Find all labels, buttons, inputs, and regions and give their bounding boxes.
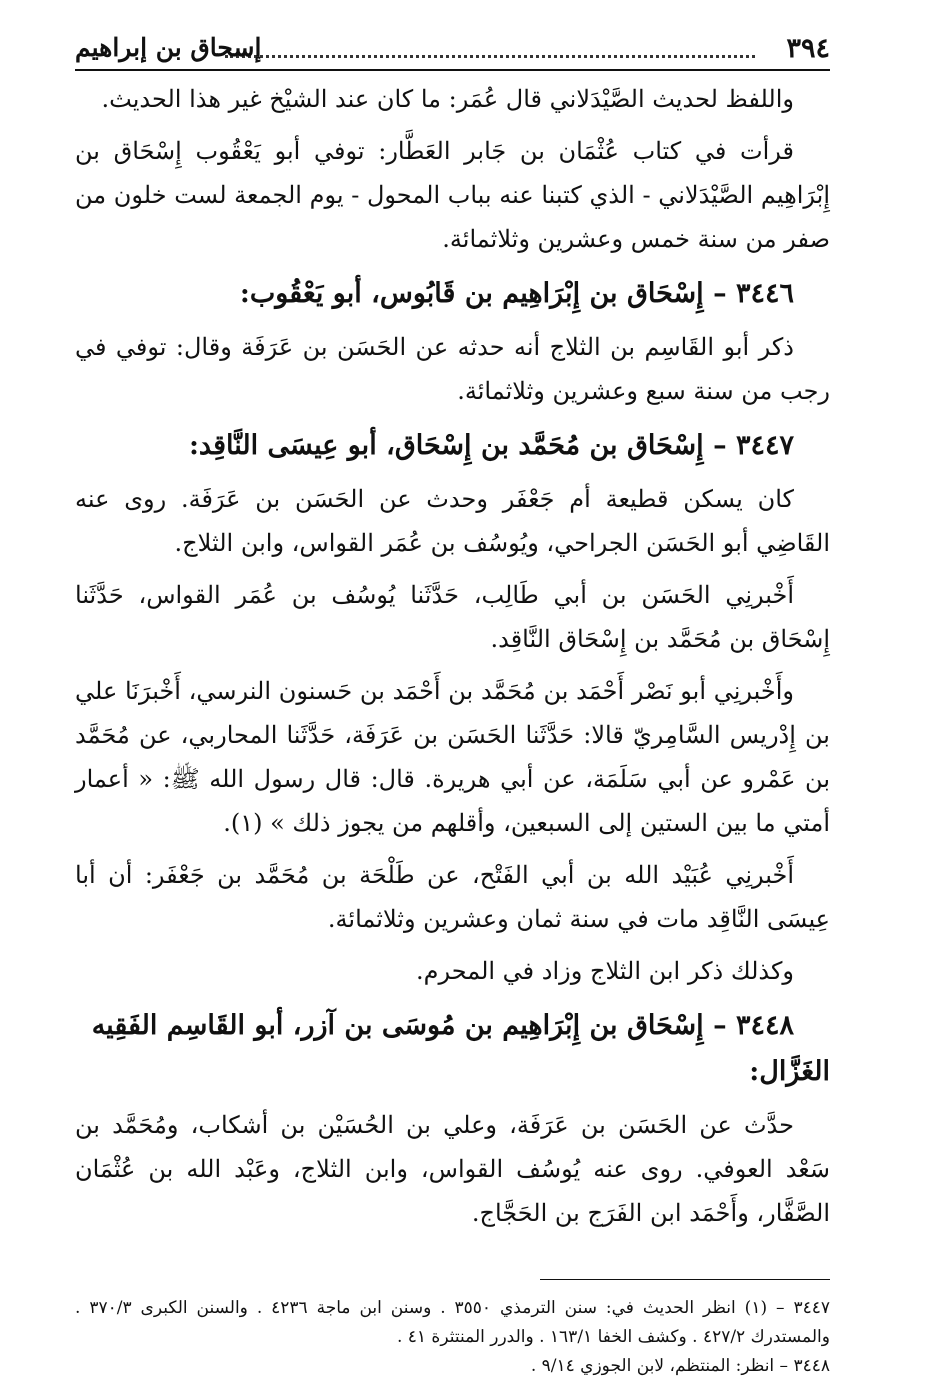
paragraph: وكذلك ذكر ابن الثلاج وزاد في المحرم. [415,957,794,985]
paragraph: أَخْبرنِي الحَسَن بن أبي طَالِب، حَدَّثَنا يُوسُف بن عُمَر القواس، حَدَّثَنا إِسْحَاق بن مُحَمَّد بن إِسْحَاق النَّاقِد. [75,581,830,653]
paragraph: ذكر أبو القَاسِم بن الثلاج أنه حدثه عن الحَسَن بن عَرَفَة وقال: توفي في رجب من سنة سبع وعشرين وثلاثمائة. [75,333,830,405]
running-title: إسحاق بن إبراهيم [75,33,262,62]
paragraph: حدَّث عن الحَسَن بن عَرَفَة، وعلي بن الحُسَيْن بن أشكاب، ومُحَمَّد بن سَعْد العوفي. روى عنه يُوسُف القواس، وابن الثلاج، وعَبْد الله بن عُثْمَان الصَّفَّار، وأَحْمَد ابن الفَرَج بن الحَجَّاج. [75,1111,830,1227]
footnote: ٣٤٤٧ – (١) انظر الحديث في: سنن الترمذي ٣٥٥٠ . وسنن ابن ماجة ٤٢٣٦ . والسنن الكبرى ٣٧٠/٣ . والمستدرك ٤٢٧/٢ . وكشف الخفا ١٦٣/١ . والدرر المنتثرة ٤١ . [75,1298,830,1347]
footnote: ٣٤٤٨ – انظر: المنتظم، لابن الجوزي ٩/١٤ . [530,1356,830,1376]
footnotes [75,1294,830,1381]
paragraph: أَخْبرنِي عُبَيْد الله بن أبي الفَتْح، عن طَلْحَة بن مُحَمَّد بن جَعْفَر: أن أبا عِيسَى النَّاقِد مات في سنة ثمان وعشرين وثلاثمائة. [75,861,830,933]
page-header [75,25,830,71]
entry-heading-3446: ٣٤٤٦ – إِسْحَاق بن إِبْرَاهِيم بن قَابُوس، أبو يَعْقُوب: [239,278,794,309]
paragraph: وأَخْبرنِي أبو نَصْر أَحْمَد بن مُحَمَّد بن أَحْمَد بن حَسنون النرسي، أَخْبرَنَا علي بن إِدْريس السَّامِريّ قالا: حَدَّثَنا الحَسَن بن عَرَفَة، حَدَّثَنا المحاربي، عن مُحَمَّد بن عَمْرو عن أبي سَلَمَة، عن أبي هريرة. قال: قال رسول الله ﷺ: « أعمار أمتي ما بين الستين إلى السبعين، وأقلهم من يجوز ذلك » (١). [75,677,830,837]
paragraph: كان يسكن قطيعة أم جَعْفَر وحدث عن الحَسَن بن عَرَفَة. روى عنه القَاضِي أبو الحَسَن الجراحي، ويُوسُف بن عُمَر القواس، وابن الثلاج. [75,485,830,557]
entry-heading-3448: ٣٤٤٨ – إِسْحَاق بن إِبْرَاهِيم بن مُوسَى بن آزر، أبو القَاسِم الفَقِيه الغَزَّال: [91,1010,830,1087]
header-leader-dots [225,55,755,58]
book-page [75,25,830,1376]
entry-heading-3447: ٣٤٤٧ – إِسْحَاق بن مُحَمَّد بن إِسْحَاق، أبو عِيسَى النَّاقِد: [188,430,794,461]
paragraph: قرأت في كتاب عُثْمَان بن جَابر العَطَّار: توفي أبو يَعْقُوب إِسْحَاق بن إِبْرَاهِيم الصَّيْدَلاني - الذي كتبنا عنه بباب المحول - يوم الجمعة لست خلون من صفر من سنة خمس وعشرين وثلاثمائة. [75,137,830,253]
page-body [75,77,830,1235]
paragraph: واللفظ لحديث الصَّيْدَلاني قال عُمَر: ما كان عند الشيْخ غير هذا الحديث. [101,85,794,113]
page-number: ٣٩٤ [786,33,830,64]
footnote-separator [540,1279,830,1280]
